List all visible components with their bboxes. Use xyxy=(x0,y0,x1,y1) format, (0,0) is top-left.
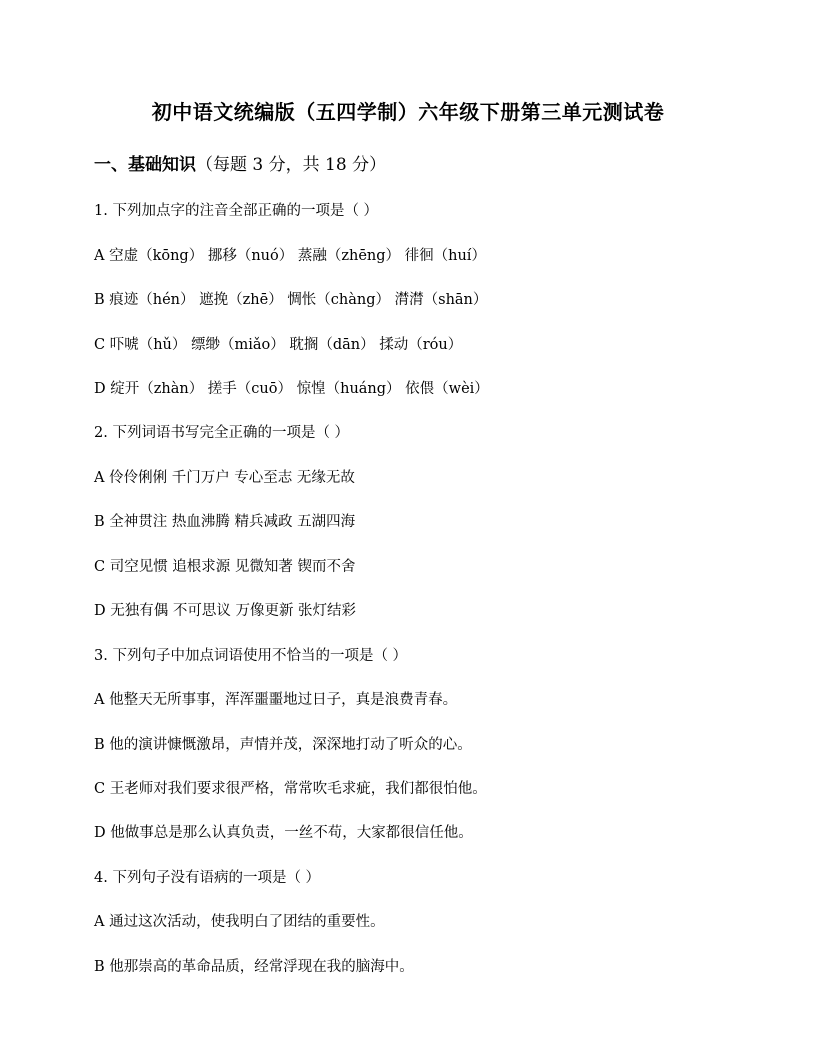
question-3: 3. 下列句子中加点词语使用不恰当的一项是（ ） xyxy=(94,648,408,664)
option-4b: B 他那崇高的革命品质，经常浮现在我的脑海中。 xyxy=(94,959,414,975)
document-title: 初中语文统编版（五四学制）六年级下册第三单元测试卷 xyxy=(151,100,665,124)
section-heading xyxy=(94,150,386,175)
option-3b: B 他的演讲慷慨激昂，声情并茂，深深地打动了听众的心。 xyxy=(94,737,472,753)
option-3c: C 王老师对我们要求很严格，常常吹毛求疵，我们都很怕他。 xyxy=(94,781,487,797)
option-1d: D 绽开（zhàn） 搓手（cuō） 惊惶（huáng） 依偎（wèi） xyxy=(94,381,489,397)
option-2a: A 伶伶俐俐 千门万户 专心至志 无缘无故 xyxy=(94,470,355,486)
question-4: 4. 下列句子没有语病的一项是（ ） xyxy=(94,870,321,886)
option-2c: C 司空见惯 追根求源 见微知著 锲而不舍 xyxy=(94,559,356,575)
option-1c: C 吓唬（hǔ） 缥缈（miǎo） 耽搁（dān） 揉动（róu） xyxy=(94,337,463,353)
section-score: （每题 3 分，共 18 分） xyxy=(196,155,387,175)
option-3a: A 他整天无所事事，浑浑噩噩地过日子，真是浪费青春。 xyxy=(94,692,458,708)
option-1b: B 痕迹（hén） 遮挽（zhē） 惆怅（chàng） 潸潸（shān） xyxy=(94,292,488,308)
question-1: 1. 下列加点字的注音全部正确的一项是（ ） xyxy=(94,203,379,219)
option-1a: A 空虚（kōng） 挪移（nuó） 蒸融（zhēng） 徘徊（huí） xyxy=(94,248,486,264)
option-3d: D 他做事总是那么认真负责，一丝不苟，大家都很信任他。 xyxy=(94,825,473,841)
option-2b: B 全神贯注 热血沸腾 精兵减政 五湖四海 xyxy=(94,514,356,530)
option-2d: D 无独有偶 不可思议 万像更新 张灯结彩 xyxy=(94,603,357,619)
section-title: 一、基础知识 xyxy=(94,155,196,175)
question-2: 2. 下列词语书写完全正确的一项是（ ） xyxy=(94,425,350,441)
option-4a: A 通过这次活动，使我明白了团结的重要性。 xyxy=(94,914,385,930)
